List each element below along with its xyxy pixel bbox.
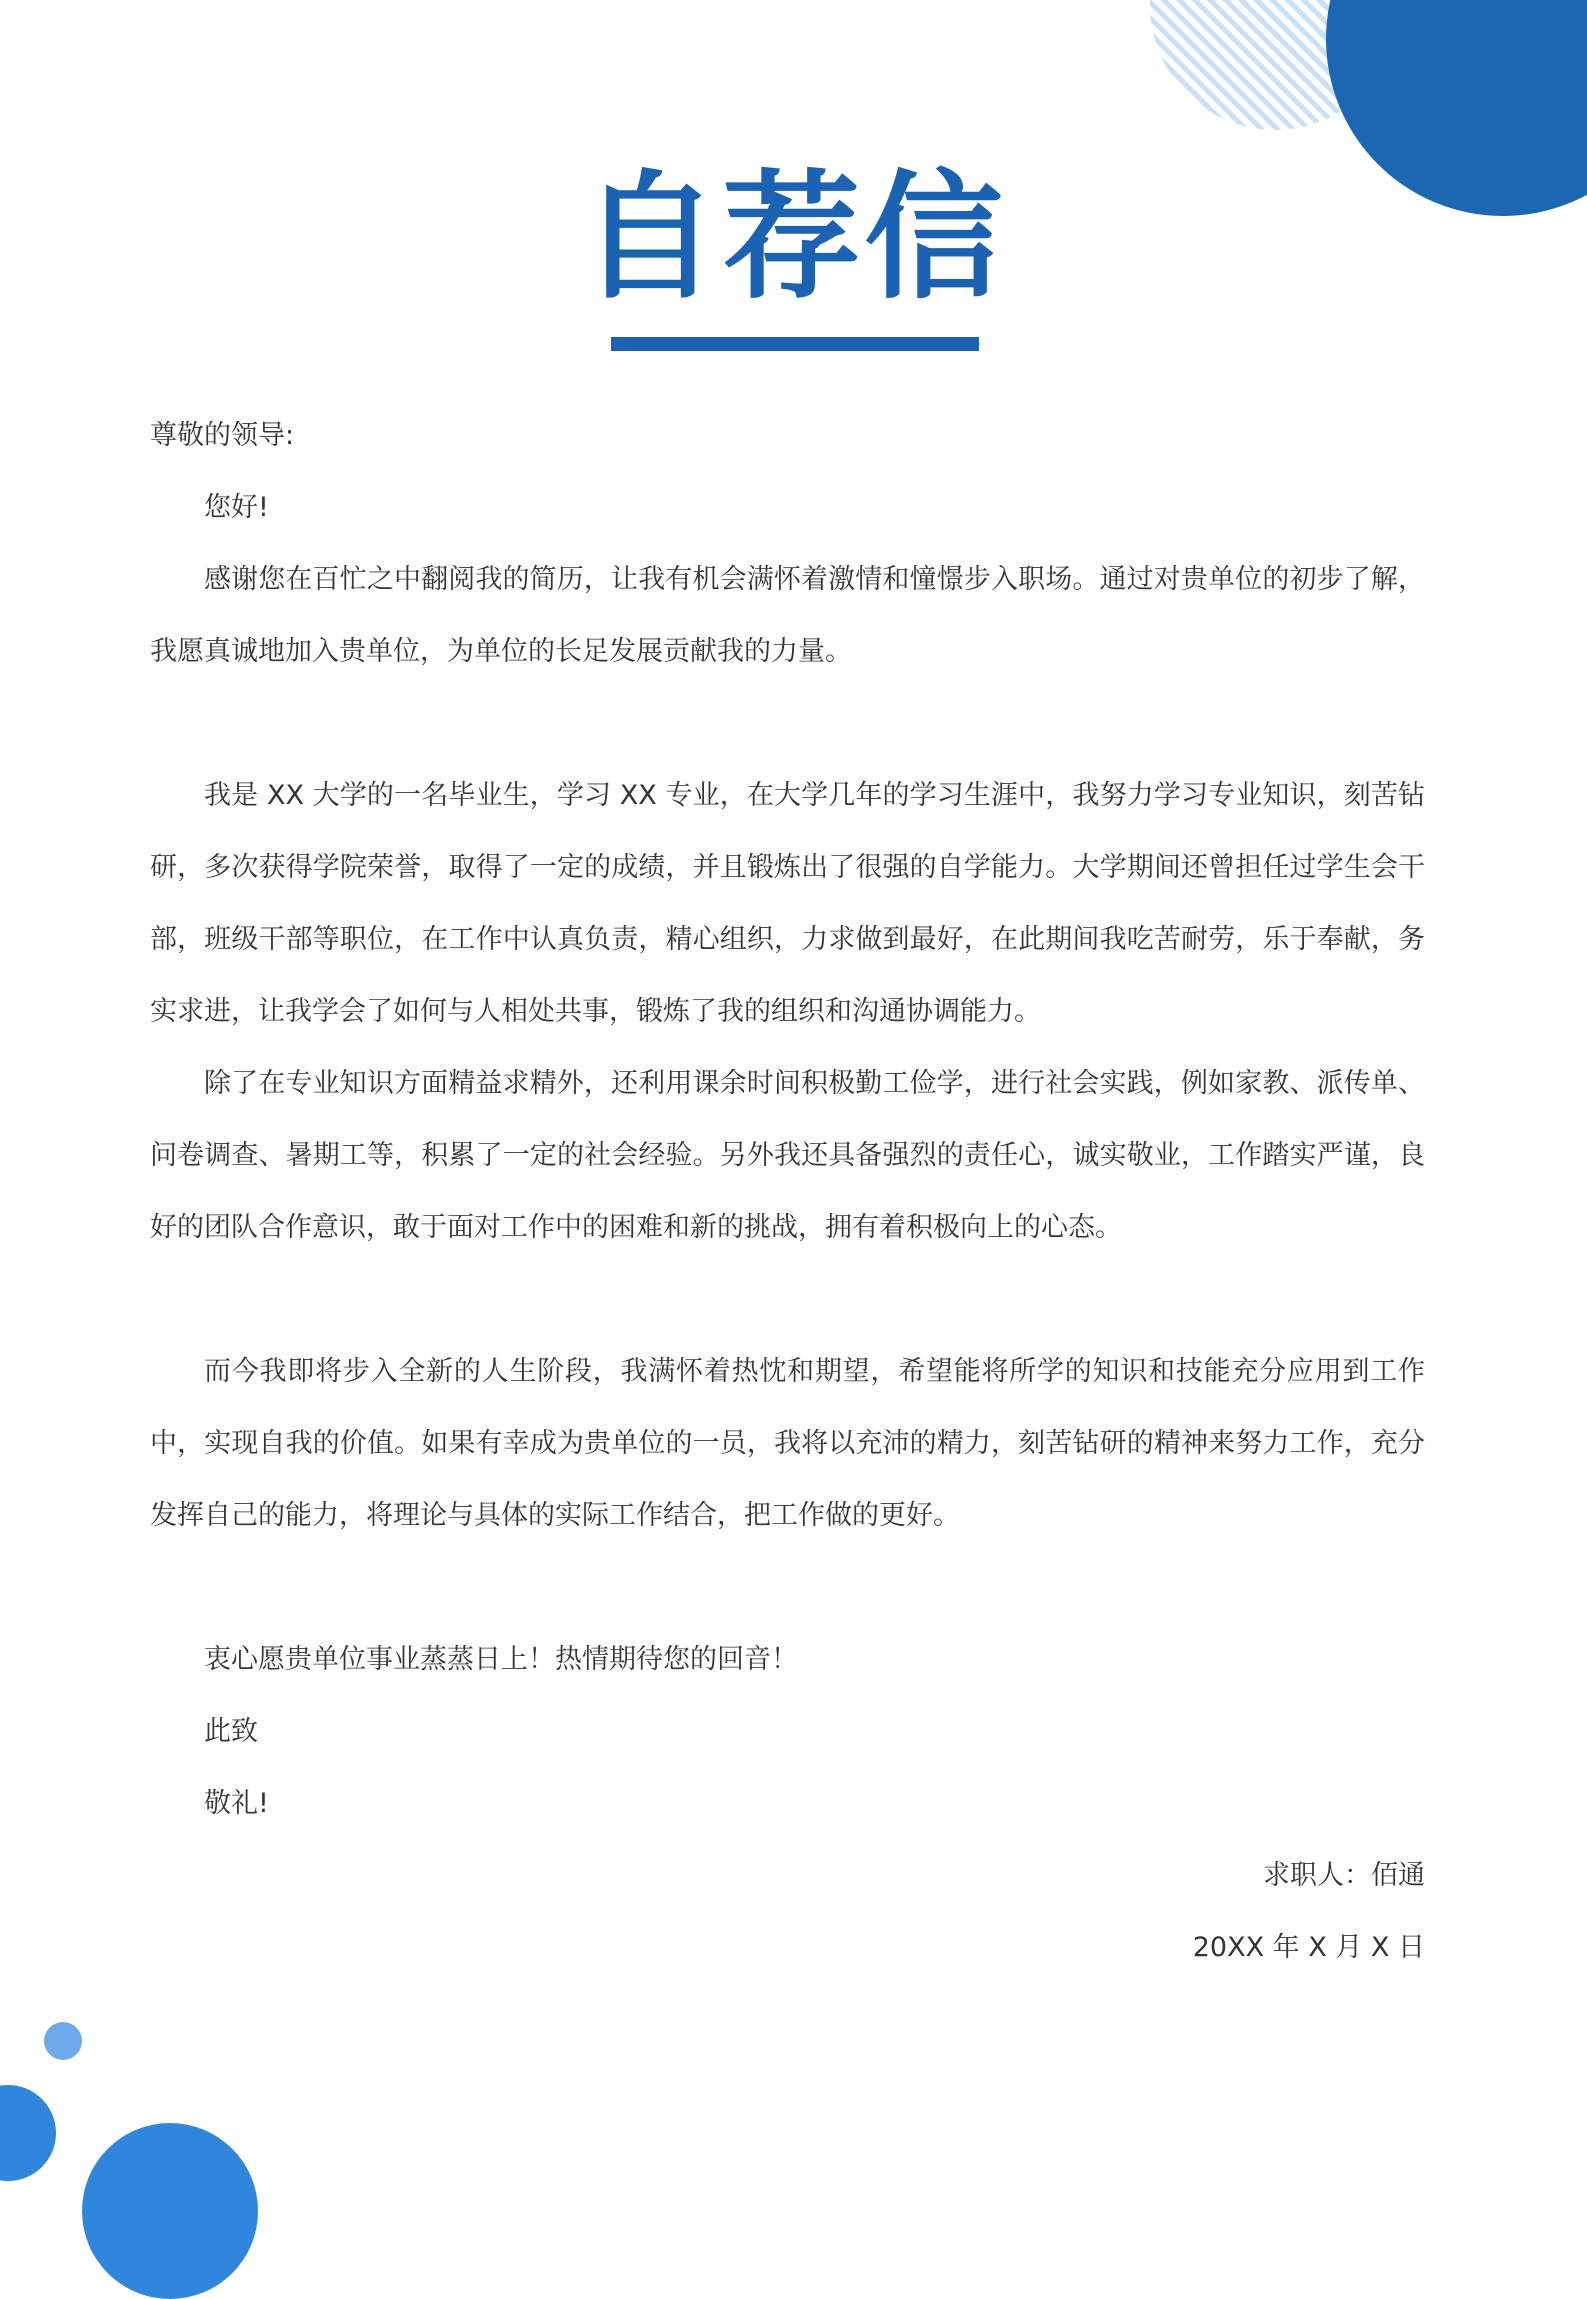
signature: 求职人：佰通	[1263, 1860, 1425, 1891]
salutation: 尊敬的领导:	[150, 420, 295, 451]
letter-body	[150, 400, 1425, 1984]
closing-salute-1: 此致	[204, 1716, 258, 1747]
paragraph-intro: 感谢您在百忙之中翻阅我的简历，让我有机会满怀着激情和憧憬步入职场。通过对贵单位的初步了解，我愿真诚地加入贵单位，为单位的长足发展贡献我的力量。	[150, 564, 1425, 667]
letter-date: 20XX 年 X 月 X 日	[1192, 1932, 1425, 1963]
paragraph-practice: 除了在专业知识方面精益求精外，还利用课余时间积极勤工俭学，进行社会实践，例如家教、派传单、问卷调查、暑期工等，积累了一定的社会经验。另外我还具备强烈的责任心，诚实敬业，工作踏实严谨，良好的团队合作意识，敢于面对工作中的困难和新的挑战，拥有着积极向上的心态。	[150, 1068, 1425, 1243]
bottom-circle-decoration	[82, 2123, 258, 2299]
title-underline	[611, 337, 979, 351]
paragraph-aspiration: 而今我即将步入全新的人生阶段，我满怀着热忱和期望，希望能将所学的知识和技能充分应用到工作中，实现自我的价值。如果有幸成为贵单位的一员，我将以充沛的精力，刻苦钻研的精神来努力工作，充分发挥自己的能力，将理论与具体的实际工作结合，把工作做的更好。	[150, 1356, 1425, 1531]
greeting: 您好!	[204, 492, 269, 523]
paragraph-spacer	[150, 1264, 1425, 1336]
closing-salute-2: 敬礼!	[204, 1788, 269, 1819]
left-circle-decoration	[0, 2085, 56, 2181]
page-title: 自荐信	[580, 157, 1007, 318]
paragraph-spacer	[150, 688, 1425, 760]
closing-wish: 衷心愿贵单位事业蒸蒸日上！热情期待您的回音！	[204, 1644, 798, 1675]
paragraph-education: 我是 XX 大学的一名毕业生，学习 XX 专业，在大学几年的学习生涯中，我努力学习专业知识，刻苦钻研，多次获得学院荣誉，取得了一定的成绩，并且锻炼出了很强的自学能力。大学期间还曾担任过学生会干部，班级干部等职位，在工作中认真负责，精心组织，力求做到最好，在此期间我吃苦耐劳，乐于奉献，务实求进，让我学会了如何与人相处共事，锻炼了我的组织和沟通协调能力。	[150, 780, 1425, 1027]
small-circle-decoration	[44, 2022, 82, 2060]
paragraph-spacer	[150, 1552, 1425, 1624]
